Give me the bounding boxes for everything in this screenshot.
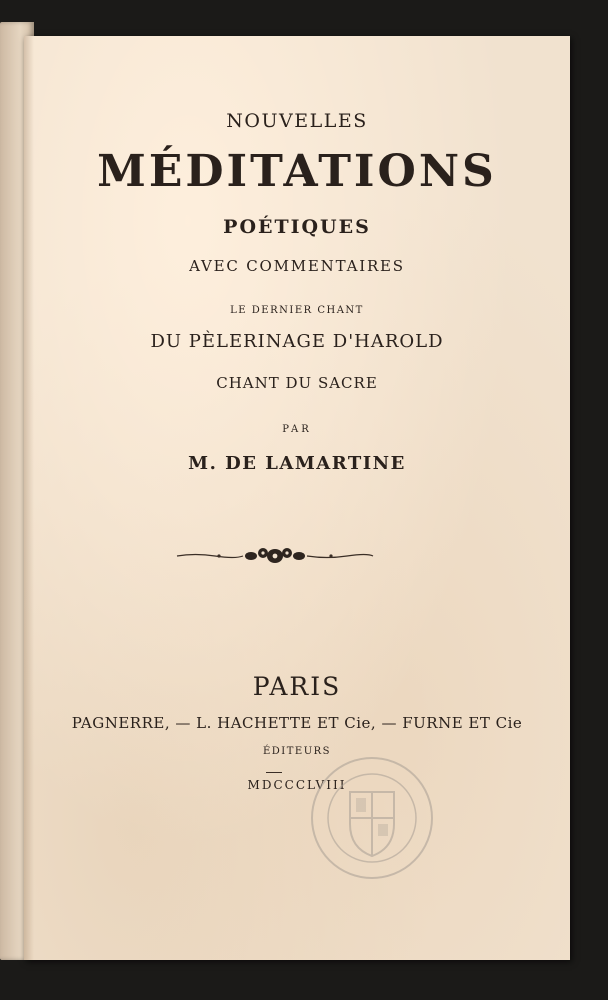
floral-ornament-icon <box>175 544 375 568</box>
main-title: MÉDITATIONS <box>97 146 497 197</box>
title-line-nouvelles: NOUVELLES <box>226 110 368 132</box>
subtitle-dernier-chant: LE DERNIER CHANT <box>230 305 364 316</box>
publication-place: PARIS <box>252 672 342 701</box>
divider-rule <box>266 772 282 773</box>
subtitle-poetiques: POÉTIQUES <box>223 216 371 238</box>
publishers-line: PAGNERRE, — L. HACHETTE ET Cie, — FURNE ET Cie <box>71 714 523 732</box>
publication-date: MDCCCLVIII <box>247 778 347 792</box>
library-seal-icon <box>306 752 438 884</box>
by-label: PAR <box>282 424 312 435</box>
subtitle-pelerinage: DU PÈLERINAGE D'HAROLD <box>150 331 444 352</box>
author-name: M. DE LAMARTINE <box>188 453 406 474</box>
subtitle-commentaires: AVEC COMMENTAIRES <box>189 257 405 275</box>
publishers-role: ÉDITEURS <box>262 746 332 757</box>
subtitle-chant-du-sacre: CHANT DU SACRE <box>216 374 378 392</box>
